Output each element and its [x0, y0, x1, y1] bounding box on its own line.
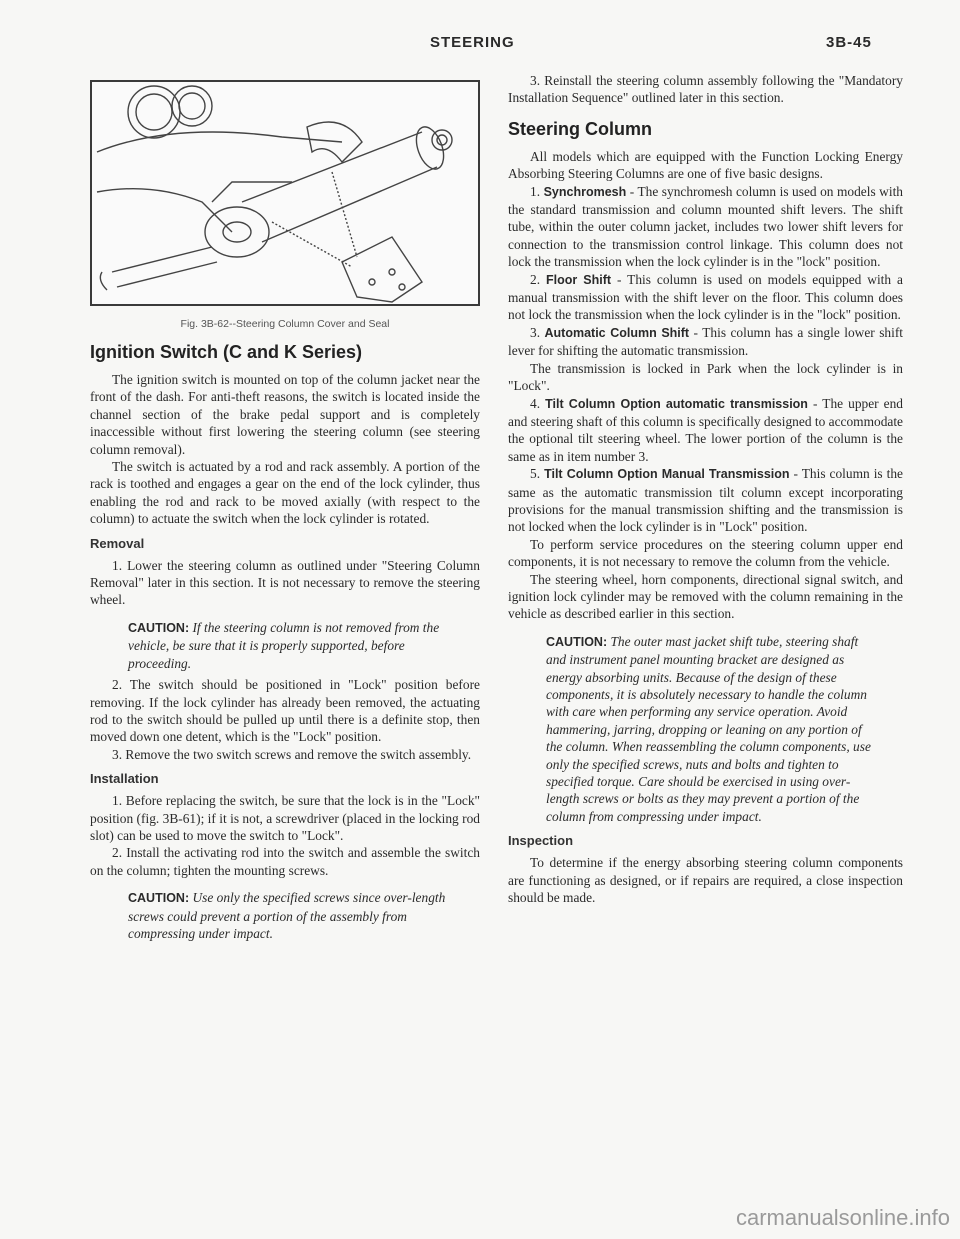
item-text: - This column is the same as the automatic transmission tilt column except incorporating provisions for the manual transmission shifting and the transmission is not locked when the lock cylinder is in "Lock" position.: [508, 466, 903, 535]
item-title: Automatic Column Shift: [544, 325, 690, 340]
caution-label: CAUTION:: [128, 891, 190, 906]
page-number: 3B-45: [826, 34, 872, 51]
step-install-1: 1. Before replacing the switch, be sure that the lock is in the "Lock" position (fig. 3B-61); if it is not, a screwdriver (placed in the locking rod slot) can be used to move the switch to "Lock".: [90, 793, 480, 843]
list-item: [508, 324, 903, 360]
caution-text: If the steering column is not removed from the vehicle, be sure that it is properly supported, before proceeding.: [128, 619, 440, 671]
watermark: carmanualsonline.info: [735, 1205, 950, 1230]
item-title: Tilt Column Option Manual Transmission: [544, 467, 790, 482]
step-removal-2: 2. The switch should be positioned in "Lock" position before removing. If the lock cylinder has already been removed, the actuating rod to the switch should be pulled up until there is a definite stop, then moved down one detent, which is the "Lock" position.: [90, 677, 480, 745]
item-number: 4.: [530, 395, 541, 411]
right-column: [508, 72, 903, 906]
header-title: STEERING: [430, 34, 515, 51]
item-number: 2.: [530, 271, 541, 287]
item-text: - This column is used on models equipped with a manual transmission with the shift lever on the floor. This column does not lock the transmission when the lock cylinder is in the "lock" position.: [508, 271, 903, 323]
item-number: 1.: [530, 183, 541, 199]
item-number: 3.: [530, 324, 541, 340]
figure-steering-column-cover: [90, 80, 480, 306]
step-install-2: 2. Install the activating rod into the switch and assemble the switch on the column; tighten the mounting screws.: [90, 845, 480, 878]
caution-text: Use only the specified screws since over-length screws could prevent a portion of the assembly from compressing under impact.: [128, 890, 446, 941]
item-title: Synchromesh: [543, 184, 627, 199]
paragraph: To perform service procedures on the steering column upper end components, it is not necessary to remove the column from the vehicle.: [508, 536, 903, 570]
list-item: [508, 465, 903, 536]
step-reinstall-3: 3. Reinstall the steering column assembly following the "Mandatory Installation Sequence" outlined later in this section.: [508, 73, 903, 106]
paragraph: The switch is actuated by a rod and rack assembly. A portion of the rack is toothed and engages a gear on the end of the lock cylinder, thus enabling the rod and rack to be moved axially (with respect to the column) to actuate the switch when the lock cylinder is rotated.: [90, 459, 480, 527]
paragraph: The transmission is locked in Park when the lock cylinder is in "Lock".: [508, 360, 903, 394]
caution-label: CAUTION:: [546, 634, 608, 649]
item-title: Tilt Column Option automatic transmission: [545, 396, 808, 411]
paragraph: To determine if the energy absorbing steering column components are functioning as designed, or if repairs are required, a close inspection should be made.: [508, 855, 903, 906]
paragraph: The steering wheel, horn components, directional signal switch, and ignition lock cylinder may be removed with the column remaining in the vehicle as described earlier in this section.: [508, 571, 903, 622]
paragraph: All models which are equipped with the Function Locking Energy Absorbing Steering Columns are one of five basic designs.: [508, 148, 903, 182]
item-title: Floor Shift: [545, 272, 612, 287]
left-column: [90, 70, 480, 946]
steering-column-illustration: [92, 82, 478, 304]
caution-label: CAUTION:: [128, 620, 190, 635]
item-text: - This column has a single lower shift lever for shifting the automatic transmission.: [508, 324, 904, 359]
list-item: [508, 395, 903, 466]
item-number: 5.: [530, 466, 541, 482]
item-text: - The synchromesh column is used on models with the standard transmission and column mounted shift levers. The shift tube, within the outer column jacket, includes two lower shift levers for connection to the transmission control linkage. This column does not lock the transmission when the lock cylinder is in the "lock" position.: [508, 183, 903, 270]
figure-caption: Fig. 3B-62--Steering Column Cover and Seal: [180, 318, 390, 330]
subheading-removal: Removal: [90, 535, 145, 551]
paragraph: The ignition switch is mounted on top of the column jacket near the front of the dash. For anti-theft reasons, the switch is located inside the channel section of the brake pedal support and is completely inaccessible without first lowering the steering column (see steering column removal).: [90, 372, 480, 457]
caution-text: The outer mast jacket shift tube, steering shaft and instrument panel mounting bracket are designed as energy absorbing units. Because of the design of these components, it is absolutely necessary to handle the column with care when performing any service operation. Avoid hammering, jarring, dropping or leaning on any portion of the column. When reassembling the column components, use only the specified screws, nuts and bolts and tighten to specified torque. Care should be exercised in using over-length screws or bolts as they may prevent a portion of the column from compressing under impact.: [546, 633, 871, 824]
list-item: [508, 183, 903, 271]
list-item: [508, 271, 903, 324]
subheading-inspection: Inspection: [508, 833, 574, 849]
section-heading-ignition-switch: Ignition Switch (C and K Series): [90, 342, 363, 362]
step-removal-3: 3. Remove the two switch screws and remove the switch assembly.: [112, 746, 472, 762]
page-header: [0, 32, 960, 56]
section-heading-steering-column: Steering Column: [508, 118, 653, 139]
step-removal-1: 1. Lower the steering column as outlined under "Steering Column Removal" later in this section. It is not necessary to remove the steering wheel.: [90, 557, 480, 608]
caution-note: [128, 889, 458, 942]
caution-note: [128, 619, 458, 672]
item-text: - The upper end and steering shaft of this column is specifically designed to accommodate the optional tilt steering wheel. The lower portion of the column is the same as in item number 3.: [508, 395, 904, 464]
subheading-installation: Installation: [90, 771, 159, 787]
caution-note: [546, 633, 881, 825]
